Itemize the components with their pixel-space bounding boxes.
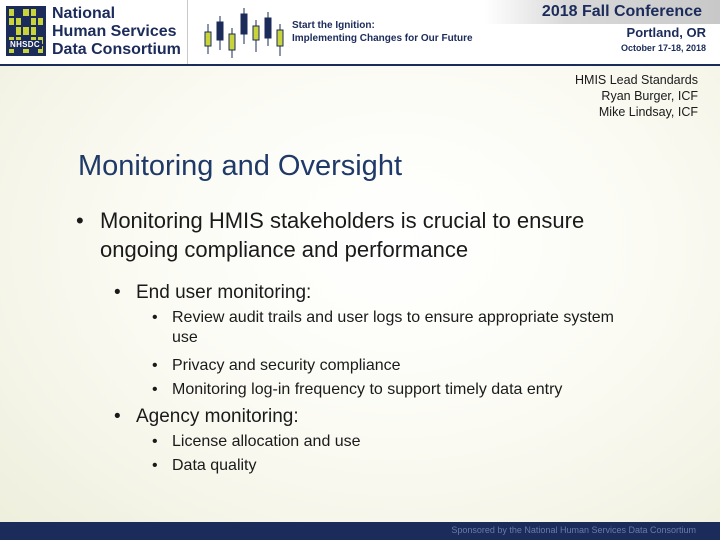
list-item-text: Privacy and security compliance <box>172 357 401 374</box>
bullet-dot-icon: • <box>76 208 84 233</box>
candlestick-graphic-icon <box>200 4 286 60</box>
list-item-text: Review audit trails and user logs to ensure appropriate system use <box>172 309 614 346</box>
bullet-level-2-end-user <box>114 281 311 305</box>
bullet-dot-icon: • <box>152 381 158 398</box>
conference-title: 2018 Fall Conference <box>541 3 702 20</box>
speaker-2: Mike Lindsay, ICF <box>598 105 698 119</box>
conference-title-bar <box>484 0 720 24</box>
bullet-dot-icon: • <box>114 406 121 427</box>
logo-line-3: Data Consortium <box>52 41 181 58</box>
session-name: HMIS Lead Standards <box>575 73 698 87</box>
logo-line-2: Human Services <box>52 23 177 40</box>
end-user-item <box>152 356 652 376</box>
bullet-level-1 <box>76 206 656 264</box>
conference-dates: October 17-18, 2018 <box>620 43 706 53</box>
bullet-dot-icon: • <box>114 282 121 303</box>
speaker-1: Ryan Burger, ICF <box>601 89 698 103</box>
slide-title: Monitoring and Oversight <box>78 150 402 182</box>
bullet-dot-icon: • <box>152 433 158 450</box>
end-user-item <box>152 308 632 348</box>
bullet-dot-icon: • <box>152 357 158 374</box>
agency-item <box>152 456 552 476</box>
header-banner <box>0 0 720 66</box>
tagline-line-1: Start the Ignition: <box>292 20 375 31</box>
presenter-info <box>575 72 698 120</box>
bullet-level-2-agency <box>114 405 299 429</box>
list-item-text: Data quality <box>172 457 257 474</box>
bullet-dot-icon: • <box>152 457 158 474</box>
bullet-dot-icon: • <box>152 309 158 326</box>
bullet-text: Monitoring HMIS stakeholders is crucial to ensure ongoing compliance and performance <box>100 208 585 262</box>
logo-line-1: National <box>52 5 116 22</box>
conference-city: Portland, OR <box>626 25 706 40</box>
list-item-text: Monitoring log-in frequency to support timely data entry <box>172 381 563 398</box>
agency-item <box>152 432 552 452</box>
end-user-label: End user monitoring: <box>136 282 312 303</box>
end-user-item <box>152 380 672 400</box>
footer-sponsor-text: Sponsored by the National Human Services Data Consortium <box>451 525 696 535</box>
nhsdc-logo <box>0 0 188 64</box>
list-item-text: License allocation and use <box>172 433 361 450</box>
conference-tagline <box>292 19 473 45</box>
agency-label: Agency monitoring: <box>136 406 299 427</box>
footer-bar <box>0 522 720 540</box>
logo-badge: NHSDC <box>10 40 40 49</box>
tagline-line-2: Implementing Changes for Our Future <box>292 33 473 44</box>
